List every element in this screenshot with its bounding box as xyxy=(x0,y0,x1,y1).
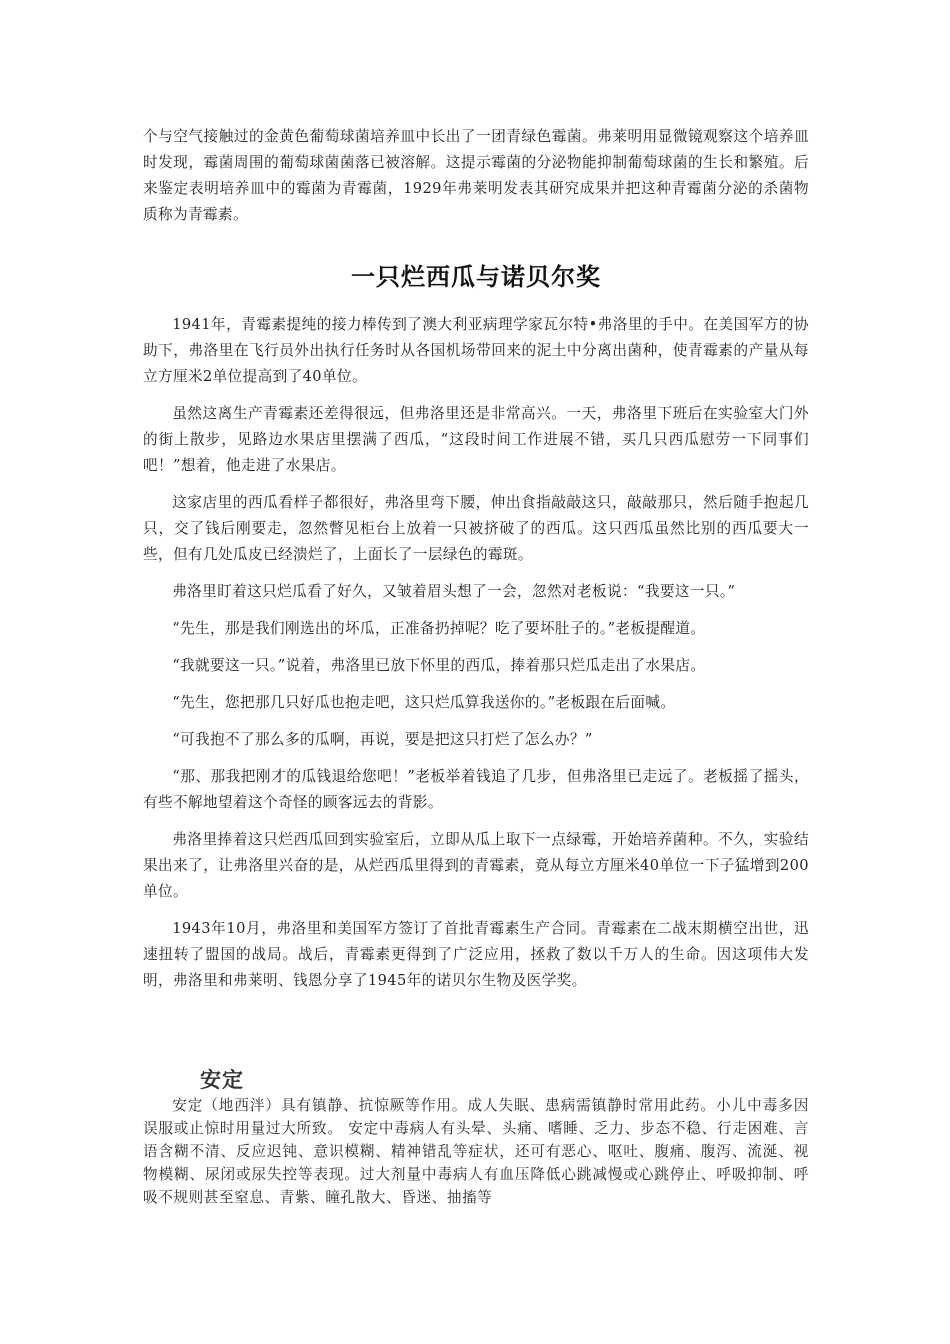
section-body xyxy=(143,1094,809,1209)
article-paragraph: 弗洛里捧着这只烂西瓜回到实验室后，立即从瓜上取下一点绿霉，开始培养菌种。不久，实验结果出来了，让弗洛里兴奋的是，从烂西瓜里得到的青霉素，竟从每立方厘米40单位一下子猛增到200单位。 xyxy=(143,831,809,900)
article-paragraph: “我就要这一只。”说着，弗洛里已放下怀里的西瓜，捧着那只烂瓜走出了水果店。 xyxy=(172,657,706,674)
article-paragraph: “先生，您把那几只好瓜也抱走吧，这只烂瓜算我送你的。”老板跟在后面喊。 xyxy=(172,694,676,711)
article-title: 一只烂西瓜与诺贝尔奖 xyxy=(351,262,601,291)
article-paragraph: 弗洛里盯着这只烂瓜看了好久，又皱着眉头想了一会，忽然对老板说：“我要这一只。” xyxy=(172,583,736,600)
intro-section xyxy=(143,124,809,228)
article-paragraph: 1943年10月，弗洛里和美国军方签订了首批青霉素生产合同。青霉素在二战末期横空出世，迅速扭转了盟国的战局。战后，青霉素更得到了广泛应用，拯救了数以千万人的生命。因这项伟大发明，弗洛里和弗莱明、钱恩分享了1945年的诺贝尔生物及医学奖。 xyxy=(143,920,809,989)
article-body xyxy=(143,312,809,1005)
article-paragraph: “先生，那是我们刚选出的坏瓜，正准备扔掉呢？吃了要坏肚子的。”老板提醒道。 xyxy=(172,620,706,637)
article-paragraph: 1941年，青霉素提纯的接力棒传到了澳大利亚病理学家瓦尔特•弗洛里的手中。在美国军方的协助下，弗洛里在飞行员外出执行任务时从各国机场带回来的泥土中分离出菌种，使青霉素的产量从每立方厘米2单位提高到了40单位。 xyxy=(143,316,809,385)
section-paragraph: 安定（地西泮）具有镇静、抗惊厥等作用。成人失眠、患病需镇静时常用此药。小儿中毒多因误服或止惊时用量过大所致。 安定中毒病人有头晕、头痛、嗜睡、乏力、步态不稳、行走困难、言语含糊不清、反应迟钝、意识模糊、精神错乱等症状，还可有恶心、呕吐、腹痛、腹泻、流涎、视物模糊、尿闭或尿失控等表现。过大剂量中毒病人有血压降低心跳减慢或心跳停止、呼吸抑制、呼吸不规则甚至窒息、青紫、瞳孔散大、昏迷、抽搐等 xyxy=(143,1097,809,1206)
intro-paragraph: 个与空气接触过的金黄色葡萄球菌培养皿中长出了一团青绿色霉菌。弗莱明用显微镜观察这个培养皿时发现，霉菌周围的葡萄球菌菌落已被溶解。这提示霉菌的分泌物能抑制葡萄球菌的生长和繁殖。后来鉴定表明培养皿中的霉菌为青霉菌，1929年弗莱明发表其研究成果并把这种青霉菌分泌的杀菌物质称为青霉素。 xyxy=(143,128,809,223)
article-paragraph: “那、那我把刚才的瓜钱退给您吧！”老板举着钱追了几步，但弗洛里已走远了。老板摇了摇头，有些不解地望着这个奇怪的顾客远去的背影。 xyxy=(143,768,809,811)
article-paragraph: “可我抱不了那么多的瓜啊，再说，要是把这只打烂了怎么办？” xyxy=(172,731,593,748)
article-paragraph: 这家店里的西瓜看样子都很好，弗洛里弯下腰，伸出食指敲敲这只，敲敲那只，然后随手抱起几只，交了钱后刚要走，忽然瞥见柜台上放着一只被挤破了的西瓜。这只西瓜虽然比别的西瓜要大一些，但有几处瓜皮已经溃烂了，上面长了一层绿色的霉斑。 xyxy=(143,494,809,563)
section-title: 安定 xyxy=(200,1068,244,1092)
article-paragraph: 虽然这离生产青霉素还差得很远，但弗洛里还是非常高兴。一天，弗洛里下班后在实验室大门外的街上散步，见路边水果店里摆满了西瓜，“这段时间工作进展不错，买几只西瓜慰劳一下同事们吧！”想着，他走进了水果店。 xyxy=(143,405,809,474)
